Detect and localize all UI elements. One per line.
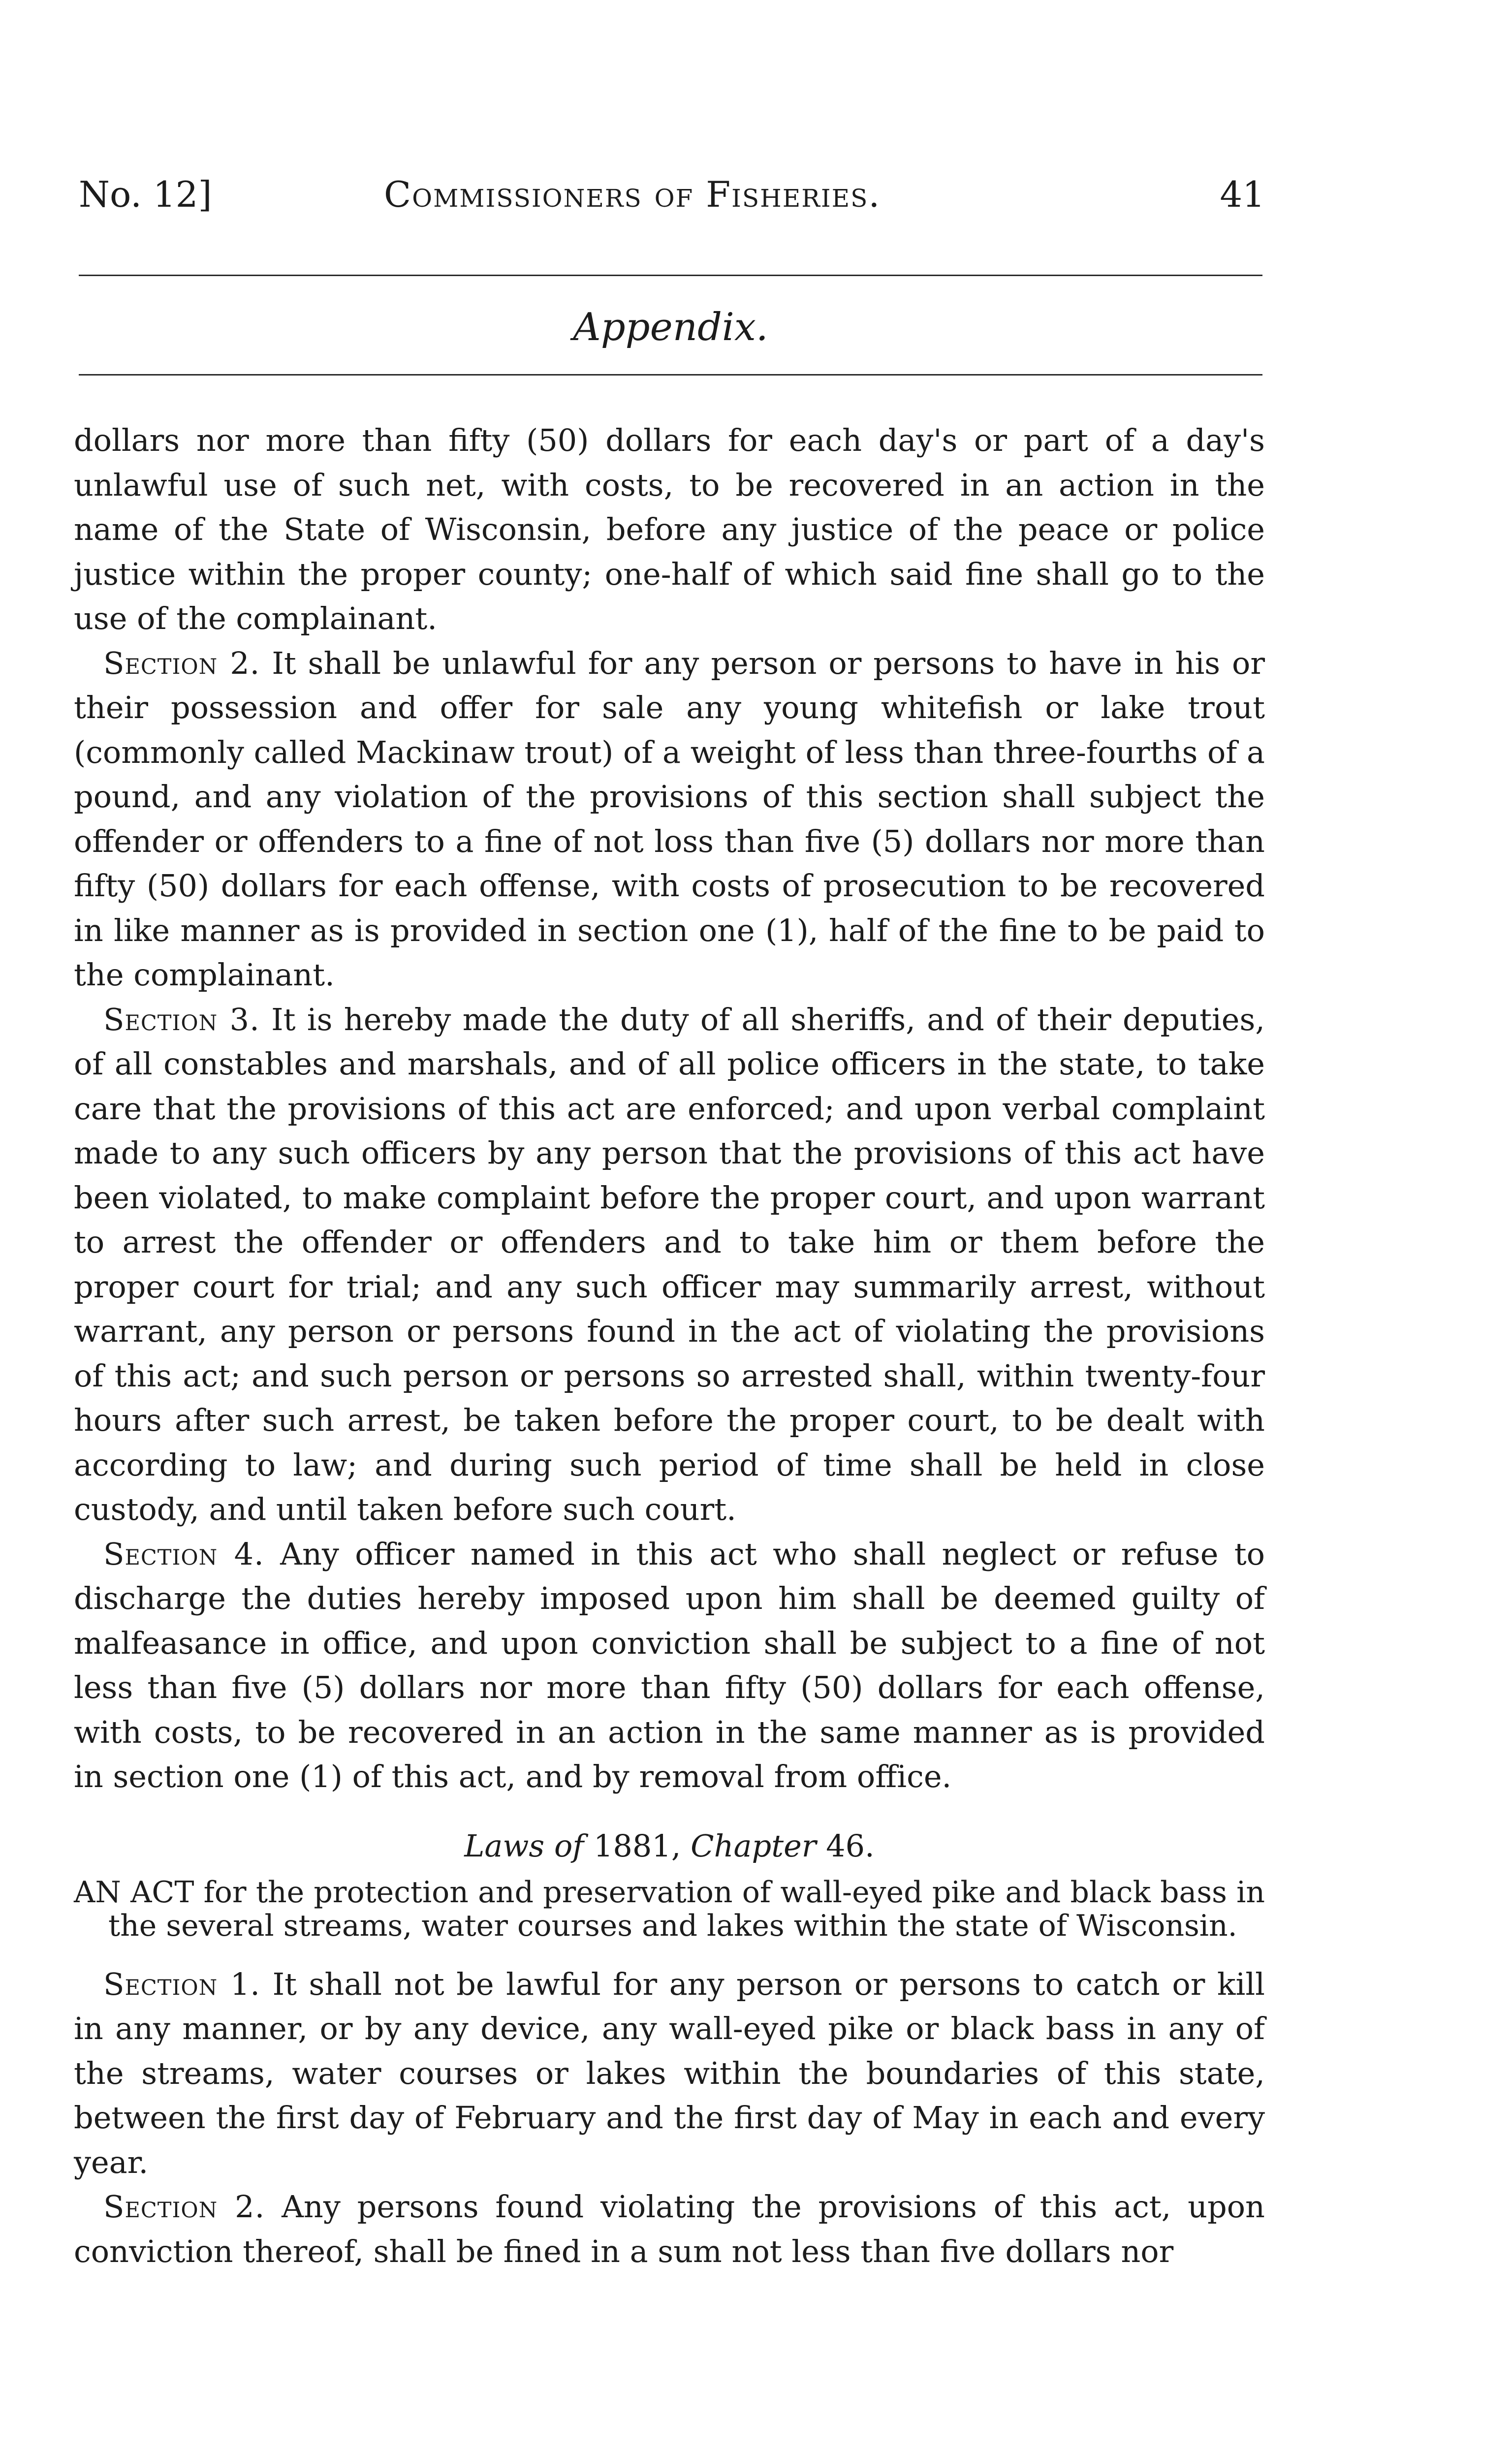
- continuation-paragraph: dollars nor more than fifty (50) dollars for each day's or part of a day's unlawful use of such net, with costs, to be recovered in an action in the name of the State of Wisconsin, before any justice of the peace or police justice within the proper county; one-half of which said fine shall go to the use of the complainant.: [74, 422, 1265, 636]
- section-text: It shall be unlawful for any person or persons to have in his or their possession and offer for sale any young whitefish or lake trout (commonly called Mackinaw trout) of a weight of less than three-fourths of a pound, and any violation of the provisions of this section shall subject the offender or offenders to a fine of not loss than five (5) dollars nor more than fifty (50) dollars for each offense, with costs of prosecution to be recovered in like manner as is provided in section one (1), half of the fine to be paid to the complainant.: [74, 645, 1265, 993]
- act-title: AN ACT for the protection and preservation of wall-eyed pike and black bass in the several streams, water courses and lakes within the state of Wisconsin.: [74, 1875, 1265, 1943]
- section-paragraph: [74, 1532, 1265, 1799]
- section-label: Section 1.: [103, 1966, 261, 2002]
- section-text: Any officer named in this act who shall neglect or refuse to discharge the duties hereby imposed upon him shall be deemed guilty of malfeasance in office, and upon conviction shall be subject to a fine of not less than five (5) dollars nor more than fifty (50) dollars for each offense, with costs, to be recovered in an action in the same manner as is provided in section one (1) of this act, and by removal from office.: [74, 1536, 1265, 1794]
- header-rule: [79, 275, 1262, 276]
- appendix-title: Appendix.: [573, 305, 768, 349]
- section-label: Section 2.: [103, 2189, 265, 2225]
- running-header: [79, 167, 1265, 221]
- laws-label: Laws of: [464, 1827, 584, 1864]
- chapter-label: Chapter: [691, 1827, 817, 1864]
- section-label: Section 3.: [103, 1001, 260, 1037]
- section-text: Any persons found violating the provisions of this act, upon conviction thereof, shall be fined in a sum not less than five dollars nor: [74, 2189, 1265, 2269]
- running-title: Commissioners of Fisheries.: [384, 174, 881, 215]
- section-label: Section 2.: [103, 645, 260, 681]
- section-label: Section 4.: [103, 1536, 264, 1572]
- appendix-rule: [79, 374, 1262, 376]
- section-text: It shall not be lawful for any person or persons to catch or kill in any manner, or by any device, any wall-eyed pike or black bass in any of the streams, water courses or lakes within the boundaries of this state, between the first day of February and the first day of May in each and every year.: [74, 1966, 1265, 2180]
- section-paragraph: [74, 998, 1265, 1532]
- section-paragraph: [74, 2185, 1265, 2274]
- chapter-number: 46.: [826, 1827, 875, 1864]
- body-text: [74, 418, 1265, 2274]
- laws-year: 1881,: [593, 1827, 681, 1864]
- page-number: 41: [1220, 174, 1265, 215]
- section-text: It is hereby made the duty of all sheriffs, and of their deputies, of all constables and marshals, and of all police officers in the state, to take care that the provisions of this act are enforced; and upon verbal complaint made to any such officers by any person that the provisions of this act have been violated, to make complaint before the proper court, and upon warrant to arrest the offender or offenders and to take him or them before the proper court for trial; and any such officer may summarily arrest, without warrant, any person or persons found in the act of violating the provisions of this act; and such person or persons so arrested shall, within twenty-four hours after such arrest, be taken before the proper court, to be dealt with according to law; and during such period of time shall be held in close custody, and until taken before such court.: [74, 1001, 1265, 1527]
- section-paragraph: [74, 1962, 1265, 2185]
- section-paragraph: [74, 641, 1265, 998]
- laws-heading: [74, 1824, 1265, 1868]
- document-number: No. 12]: [79, 174, 212, 215]
